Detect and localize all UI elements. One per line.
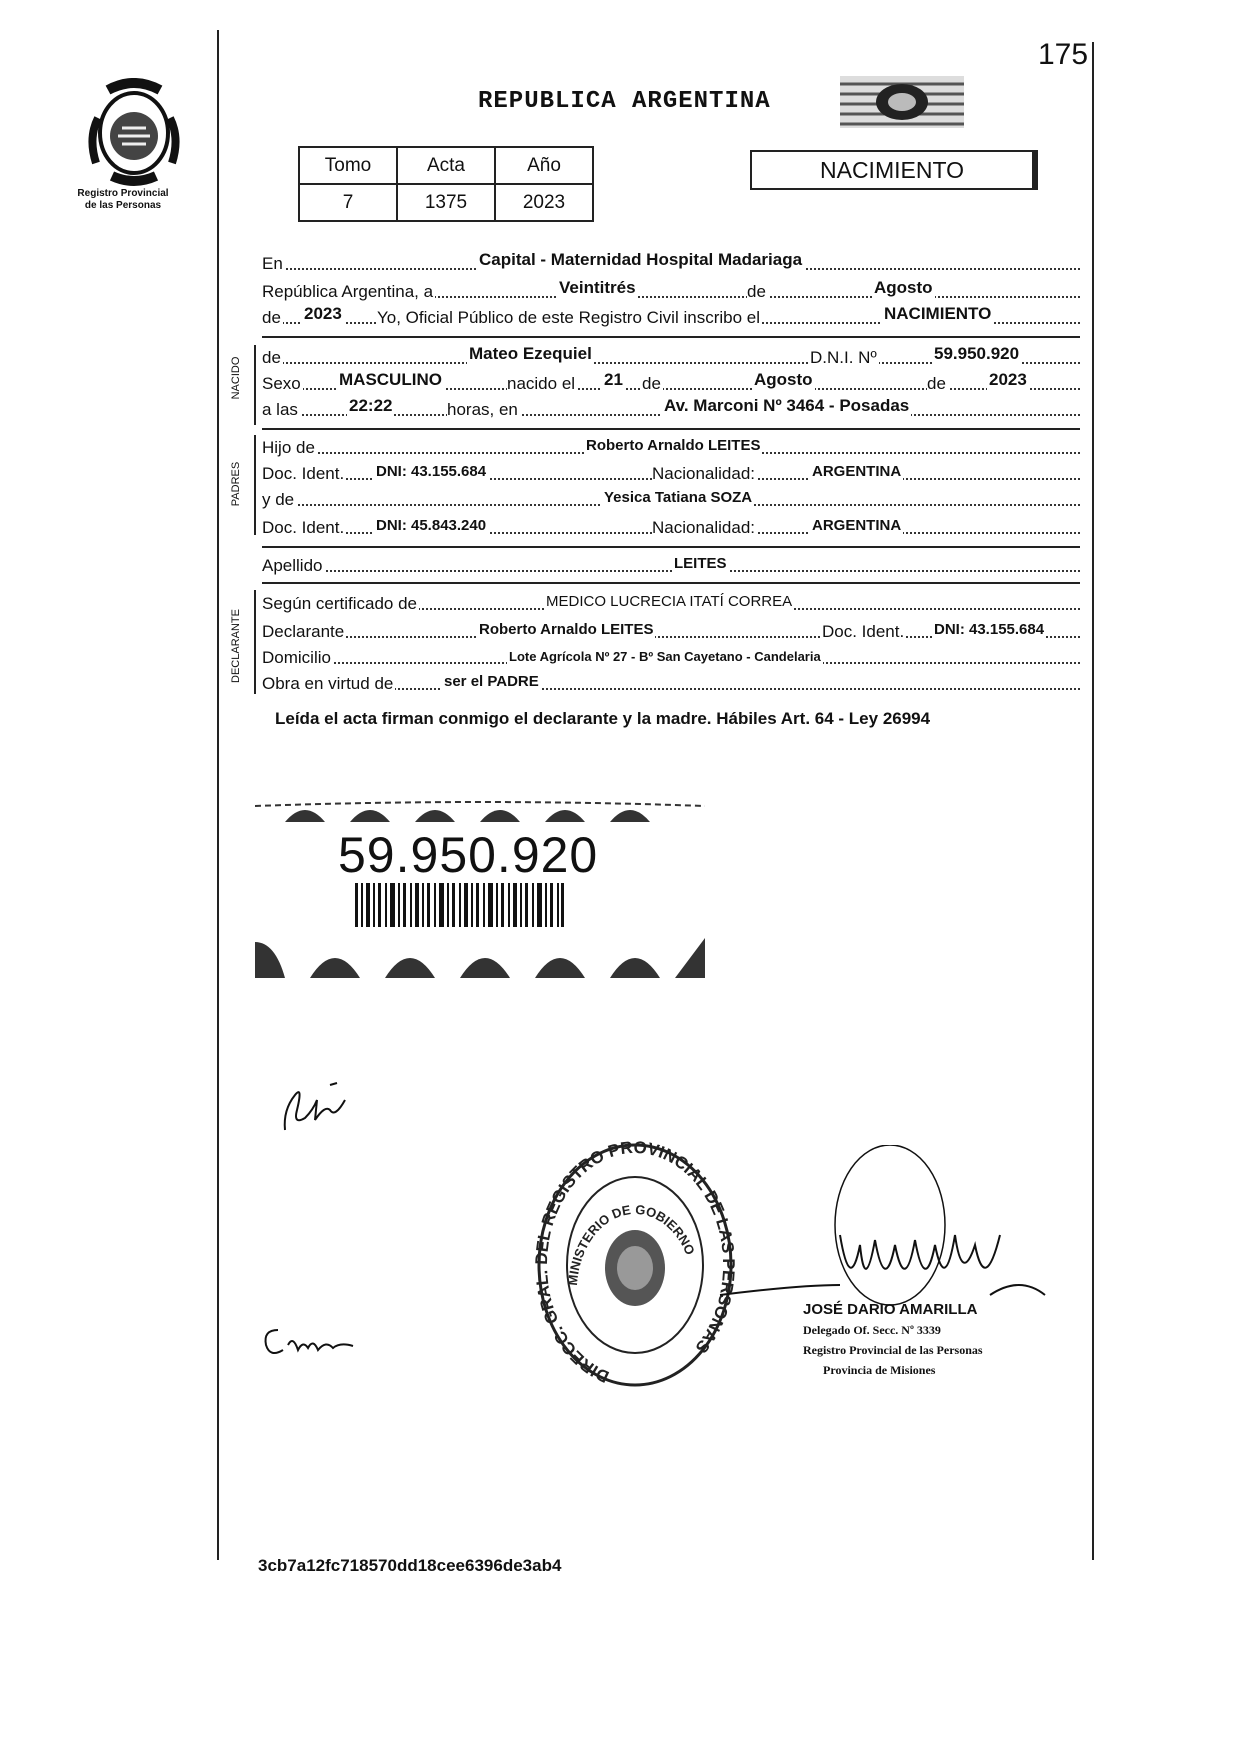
label-nacido-de: de	[262, 348, 281, 367]
value-declarante: Roberto Arnaldo LEITES	[479, 621, 654, 638]
label-a-las: a las	[262, 400, 298, 419]
record-value-acta: 1375	[397, 184, 495, 221]
value-month: Agosto	[874, 278, 933, 297]
declarante-label: DECLARANTE	[230, 609, 242, 683]
left-margin-line	[217, 30, 219, 1560]
label-republica: República Argentina, a	[262, 282, 434, 301]
record-value-tomo: 7	[299, 184, 397, 221]
value-certificado: MEDICO LUCRECIA ITATÍ CORREA	[546, 593, 793, 610]
value-en: Capital - Maternidad Hospital Madariaga	[479, 250, 803, 269]
value-place: Av. Marconi Nº 3464 - Posadas	[664, 396, 910, 415]
value-child-dni: 59.950.920	[934, 344, 1020, 363]
label-certificado: Según certificado de	[262, 594, 417, 613]
page-number: 175	[1038, 38, 1089, 71]
row-apellido	[262, 554, 1080, 578]
logo-caption-line1: Registro Provincial	[77, 188, 169, 199]
value-obra: ser el PADRE	[444, 673, 539, 690]
row-republica	[262, 280, 1080, 304]
row-hora	[262, 398, 1080, 422]
official-signature-block	[803, 1300, 983, 1380]
value-birth-year: 2023	[989, 370, 1027, 389]
declarante-bar	[254, 590, 256, 694]
logo-caption-line2: de las Personas	[84, 200, 162, 211]
record-type-box: NACIMIENTO	[750, 150, 1038, 190]
row-y-de	[262, 488, 1080, 512]
seal-inner-text: MINISTERIO DE GOBIERNO	[564, 1201, 698, 1287]
padres-label: PADRES	[230, 461, 242, 507]
label-de-month: de	[642, 374, 661, 393]
label-declarante-doc: Doc. Ident.	[822, 622, 905, 641]
label-en: En	[262, 254, 283, 273]
value-time: 22:22	[349, 396, 393, 415]
official-title: Delegado Of. Secc. Nº 3339	[803, 1323, 941, 1337]
label-obra: Obra en virtud de	[262, 674, 394, 693]
provincial-logo	[78, 78, 190, 188]
official-name: JOSÉ DARIO AMARILLA	[803, 1301, 978, 1318]
value-declarante-doc: DNI: 43.155.684	[934, 621, 1045, 638]
label-sexo: Sexo	[262, 374, 301, 393]
record-value-anio: 2023	[495, 184, 593, 221]
record-header-acta: Acta	[397, 147, 495, 184]
row-oficial	[262, 306, 1080, 330]
row-sexo	[262, 372, 1080, 396]
label-dni: D.N.I. Nº	[810, 348, 877, 367]
value-apellido: LEITES	[674, 555, 727, 572]
value-sexo: MASCULINO	[339, 370, 442, 389]
document-title: REPUBLICA ARGENTINA	[478, 88, 771, 115]
official-registry: Registro Provincial de las Personas	[803, 1343, 983, 1357]
logo-caption	[58, 188, 188, 212]
label-nacido-el: nacido el	[507, 374, 576, 393]
dni-stamp-number: 59.950.920	[338, 827, 599, 883]
label-y-de: y de	[262, 490, 295, 509]
value-father-nat: ARGENTINA	[812, 463, 902, 480]
label-mother-nat: Nacionalidad:	[652, 518, 756, 537]
national-emblem-stamp	[840, 76, 964, 128]
stamp-bottom-band	[255, 938, 705, 978]
record-header-anio: Año	[495, 147, 593, 184]
row-nacido-name	[262, 346, 1080, 370]
value-domicilio: Lote Agrícola Nº 27 - Bº San Cayetano - Candelaria	[509, 649, 821, 664]
declarant-signature	[275, 1080, 355, 1135]
row-father-doc	[262, 462, 1080, 486]
label-mother-doc: Doc. Ident.	[262, 518, 345, 537]
seal-outer-text: DIRECC. GRA L REGISTRO PROVINCIAL DE LA SONAS	[535, 1140, 735, 1387]
row-certificado	[262, 592, 1080, 616]
record-table	[298, 146, 594, 222]
label-declarante: Declarante	[262, 622, 345, 641]
label-father-doc: Doc. Ident.	[262, 464, 345, 483]
value-birth-month: Agosto	[754, 370, 813, 389]
value-mother-doc: DNI: 45.843.240	[376, 517, 487, 534]
nacido-bar	[254, 345, 256, 425]
label-domicilio: Domicilio	[262, 648, 331, 667]
mother-signature	[258, 1320, 368, 1360]
row-domicilio	[262, 646, 1080, 670]
row-obra	[262, 672, 1080, 696]
stamp-top-band	[255, 798, 705, 822]
row-hijo-de	[262, 436, 1080, 460]
row-declarante	[262, 620, 1080, 644]
value-child-name: Mateo Ezequiel	[469, 344, 592, 363]
value-inscribed: NACIMIENTO	[884, 304, 992, 323]
document-hash: 3cb7a12fc718570dd18cee6396de3ab4	[258, 1556, 562, 1575]
value-father-doc: DNI: 43.155.684	[376, 463, 487, 480]
value-mother-nat: ARGENTINA	[812, 517, 902, 534]
value-year: 2023	[304, 304, 342, 323]
value-birth-day: 21	[604, 370, 623, 389]
label-de-year: de	[262, 308, 281, 327]
nacido-label: NACIDO	[230, 356, 242, 400]
row-en	[262, 252, 1080, 276]
value-mother: Yesica Tatiana SOZA	[604, 489, 753, 506]
label-hijo-de: Hijo de	[262, 438, 315, 457]
divider-1	[262, 336, 1080, 338]
label-de: de	[747, 282, 766, 301]
label-father-nat: Nacionalidad:	[652, 464, 756, 483]
barcode	[355, 883, 565, 927]
label-horas: horas, en	[447, 400, 518, 419]
divider-2	[262, 428, 1080, 430]
closing-note: Leída el acta firman conmigo el declarante y la madre. Hábiles Art. 64 - Ley 26994	[275, 709, 931, 728]
label-apellido: Apellido	[262, 556, 323, 575]
label-de-birth-year: de	[927, 374, 946, 393]
value-day-words: Veintitrés	[559, 278, 636, 297]
value-father: Roberto Arnaldo LEITES	[586, 437, 761, 454]
divider-3	[262, 546, 1080, 548]
official-province: Provincia de Misiones	[823, 1363, 936, 1377]
padres-bar	[254, 435, 256, 535]
divider-4	[262, 582, 1080, 584]
row-mother-doc	[262, 516, 1080, 540]
label-oficial: Yo, Oficial Público de este Registro Civil inscribo el	[377, 308, 760, 327]
record-header-tomo: Tomo	[299, 147, 397, 184]
